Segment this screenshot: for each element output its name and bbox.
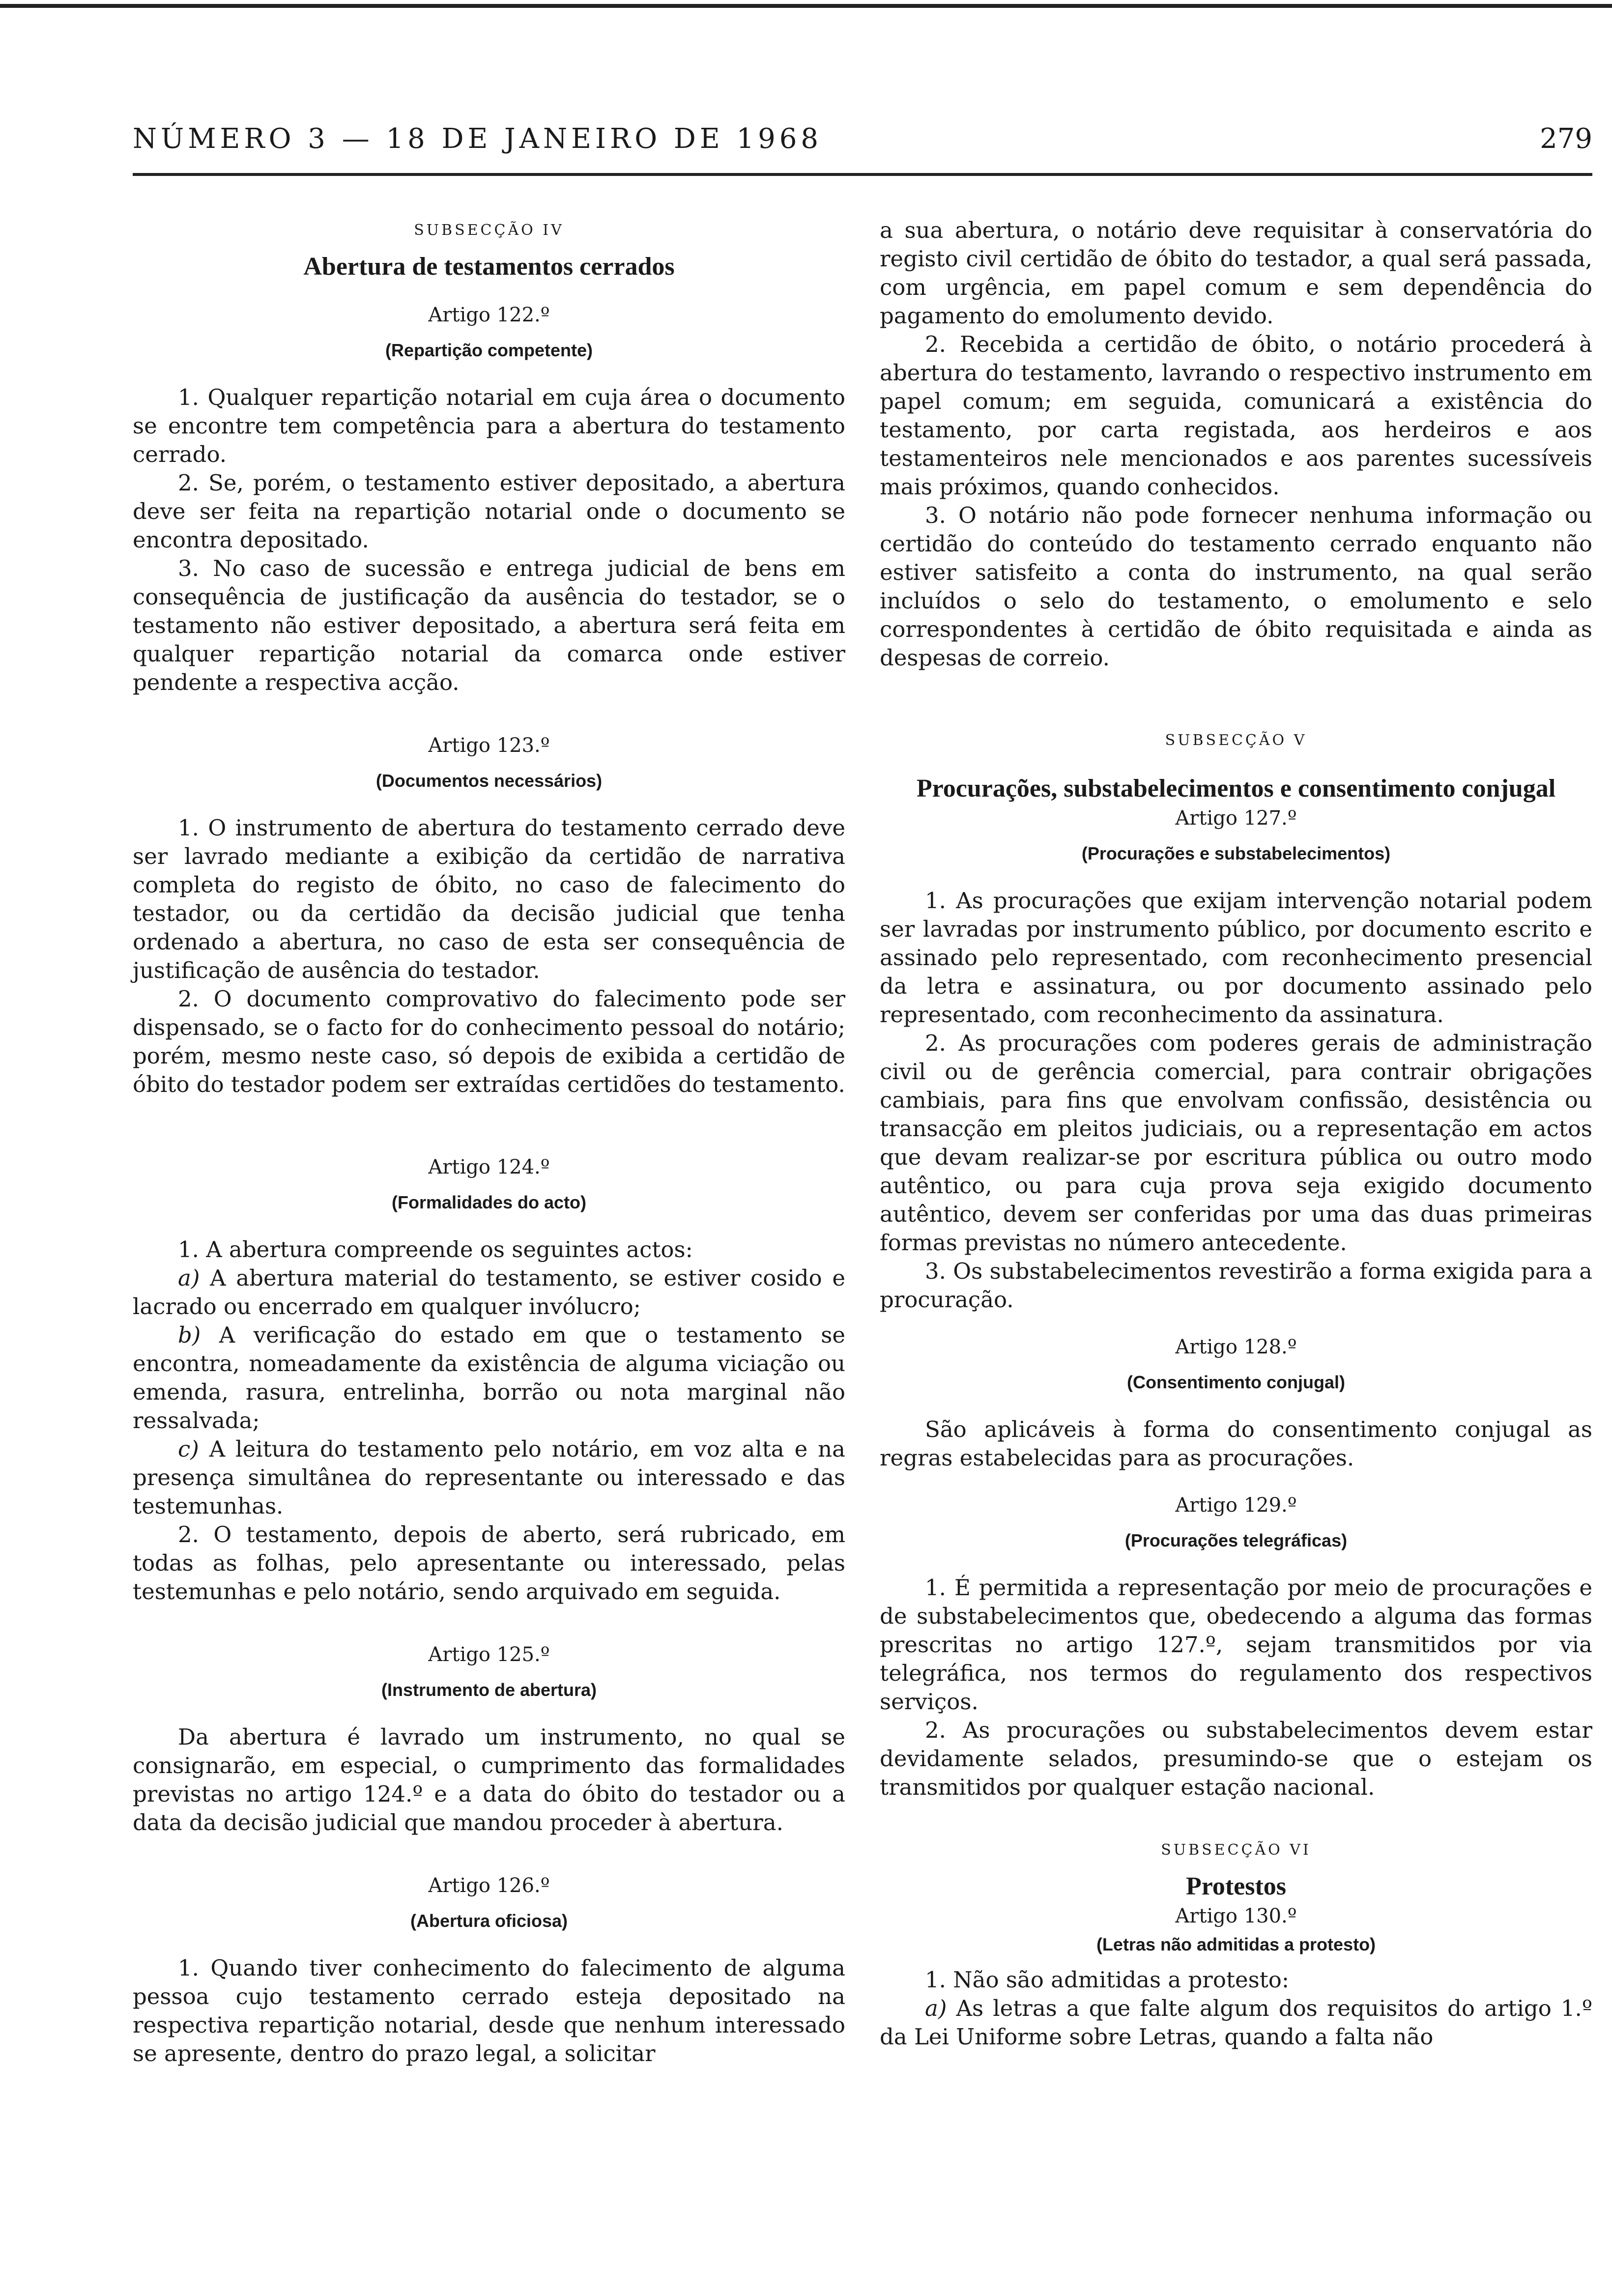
paragraph: 1. Qualquer repartição notarial em cuja área o documento se encontre tem competência para a abertura do testamento cerrado. (133, 384, 845, 467)
section-title: Protestos (1185, 1872, 1287, 1900)
article-heading: (Instrumento de abertura) (381, 1680, 597, 1700)
article-label: Artigo 125.º (428, 1643, 550, 1666)
section-title: Abertura de testamentos cerrados (303, 253, 675, 281)
list-item (133, 1264, 845, 1321)
header-title: NÚMERO 3 — 18 DE JANEIRO DE 1968 (133, 123, 823, 155)
article-heading: (Repartição competente) (385, 340, 593, 360)
paragraph: 1. A abertura compreende os seguintes actos: (178, 1236, 693, 1263)
article-label: Artigo 126.º (428, 1874, 550, 1897)
paragraph: 1. Quando tiver conhecimento do falecimento de alguma pessoa cujo testamento cerrado esteja depositado na respectiva repartição notarial, desde que nenhum interessado se apresente, dentro do prazo legal, a solicitar (133, 1955, 845, 2066)
paragraph: 3. O notário não pode fornecer nenhuma informação ou certidão do conteúdo do testamento cerrado enquanto não estiver satisfeito a conta do instrumento, na qual serão incluídos o selo do testamento, o emolumento e selo correspondentes à certidão de óbito requisitada e ainda as despesas de correio. (880, 502, 1592, 671)
paragraph: 2. As procurações ou substabelecimentos devem estar devidamente selados, presumindo-se que o estejam os transmitidos por qualquer estação nacional. (880, 1717, 1592, 1800)
paragraph: 2. As procurações com poderes gerais de administração civil ou de gerência comercial, para contrair obrigações cambiais, para fins que envolvam confissão, desistência ou transacção em pleitos judiciais, ou a representação em actos que devam realizar-se por escritura pública ou outro modo autêntico, ou para cuja prova seja exigido documento autêntico, devem ser conferidas por uma das duas primeiras formas previstas no número antecedente. (880, 1030, 1592, 1256)
paragraph: 3. No caso de sucessão e entrega judicial de bens em consequência de justificação da ausência do testador, se o testamento não estiver depositado, a abertura será feita em qualquer repartição notarial da comarca onde estiver pendente a respectiva acção. (133, 555, 845, 695)
paragraph: 1. É permitida a representação por meio de procurações e de substabelecimentos que, obedecendo a alguma das formas prescritas no artigo 127.º, sejam transmitidos por via telegráfica, nos termos do regulamento dos respectivos serviços. (880, 1575, 1592, 1715)
page-number: 279 (1540, 123, 1592, 155)
paragraph: 1. O instrumento de abertura do testamento cerrado deve ser lavrado mediante a exibição da certidão de narrativa completa do registo de óbito, no caso de falecimento do testador, ou da certidão da decisão judicial que tenha ordenado a abertura, no caso de esta ser consequência de justificação de ausência do testador. (133, 815, 845, 983)
list-item (133, 1435, 845, 1521)
subsection-label: SUBSECÇÃO IV (414, 222, 564, 239)
left-column (133, 216, 845, 2068)
article-label: Artigo 130.º (1175, 1905, 1297, 1927)
item-letter: c) (178, 1436, 199, 1462)
article-label: Artigo 123.º (428, 734, 550, 757)
paragraph: 2. Recebida a certidão de óbito, o notário procederá à abertura do testamento, lavrando o respectivo instrumento em papel comum; em seguida, comunicará a existência do testamento, por carta registada, aos herdeiros e aos testamenteiros nele mencionados e aos parentes sucessíveis mais próximos, quando conhecidos. (880, 331, 1592, 500)
article-label: Artigo 128.º (1175, 1336, 1297, 1358)
article-heading: (Procurações e substabelecimentos) (1081, 843, 1391, 863)
article-label: Artigo 129.º (1175, 1494, 1297, 1517)
paragraph: 2. O testamento, depois de aberto, será rubricado, em todas as folhas, pelo apresentante ou interessado, pelas testemunhas e pelo notário, sendo arquivado em seguida. (133, 1521, 845, 1605)
page-header (133, 123, 1592, 162)
paragraph: 1. As procurações que exijam intervenção notarial podem ser lavradas por instrumento público, por documento escrito e assinado pelo representado, com reconhecimento presencial da letra e assinatura, ou por documento assinado pelo representado, com reconhecimento da assinatura. (880, 888, 1592, 1028)
header-rule (133, 173, 1592, 176)
paragraph: 2. Se, porém, o testamento estiver depositado, a abertura deve ser feita na repartição notarial onde o documento se encontra depositado. (133, 470, 845, 553)
item-letter: a) (925, 1995, 947, 2021)
list-item (880, 1994, 1592, 2051)
item-text: A abertura material do testamento, se estiver cosido e lacrado ou encerrado em qualquer invólucro; (133, 1265, 845, 1320)
paragraph: 2. O documento comprovativo do falecimento pode ser dispensado, se o facto for do conhecimento pessoal do notário; porém, mesmo neste caso, só depois de exibida a certidão de óbito do testador podem ser extraídas certidões do testamento. (133, 986, 845, 1097)
article-label: Artigo 127.º (1175, 807, 1297, 830)
item-letter: b) (178, 1322, 201, 1348)
list-item (133, 1321, 845, 1435)
article-heading: (Documentos necessários) (375, 771, 603, 791)
item-text: A verificação do estado em que o testamento se encontra, nomeadamente da existência de alguma viciação ou emenda, rasura, entrelinha, borrão ou nota marginal não ressalvada; (133, 1322, 845, 1434)
article-heading: (Abertura oficiosa) (410, 1911, 568, 1931)
top-border (0, 4, 1612, 8)
section-title: Procurações, substabelecimentos e consentimento conjugal (916, 775, 1556, 803)
article-heading: (Letras não admitidas a protesto) (1096, 1934, 1376, 1954)
article-heading: (Consentimento conjugal) (1127, 1372, 1345, 1392)
subsection-label: SUBSECÇÃO VI (1161, 1841, 1311, 1859)
item-letter: a) (178, 1265, 200, 1291)
item-text: A leitura do testamento pelo notário, em voz alta e na presença simultânea do representante ou interessado e das testemunhas. (133, 1436, 845, 1519)
paragraph: 3. Os substabelecimentos revestirão a forma exigida para a procuração. (880, 1258, 1592, 1313)
paragraph: São aplicáveis à forma do consentimento conjugal as regras estabelecidas para as procurações. (880, 1416, 1592, 1471)
article-label: Artigo 122.º (428, 304, 550, 326)
item-text: As letras a que falte algum dos requisitos do artigo 1.º da Lei Uniforme sobre Letras, quando a falta não (880, 1995, 1592, 2050)
paragraph: Da abertura é lavrado um instrumento, no qual se consignarão, em especial, o cumprimento das formalidades previstas no artigo 124.º e a data do óbito do testador ou a data da decisão judicial que mandou proceder à abertura. (133, 1724, 845, 1836)
subsection-label: SUBSECÇÃO V (1165, 732, 1307, 749)
right-column (880, 216, 1592, 2051)
article-heading: (Procurações telegráficas) (1124, 1530, 1348, 1550)
paragraph: 1. Não são admitidas a protesto: (925, 1967, 1290, 1993)
article-label: Artigo 124.º (428, 1156, 550, 1178)
paragraph: a sua abertura, o notário deve requisitar à conservatória do registo civil certidão de óbito do testador, a qual será passada, com urgência, em papel comum e sem dependência do pagamento do emolumento devido. (880, 217, 1592, 329)
article-heading: (Formalidades do acto) (391, 1192, 587, 1212)
